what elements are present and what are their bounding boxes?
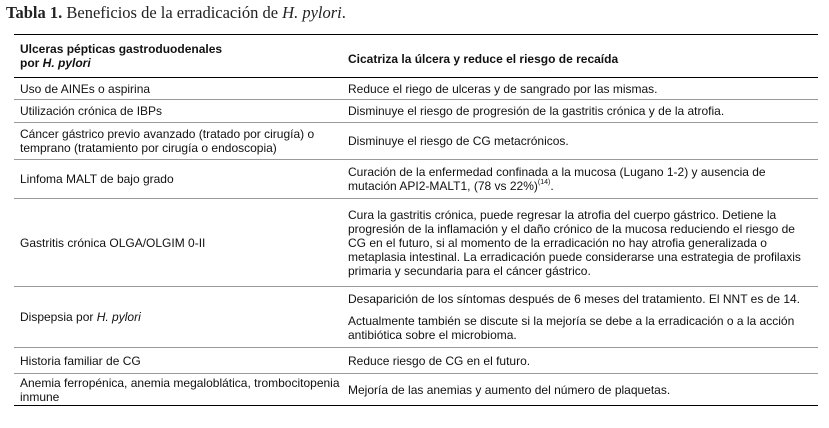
benefit-paragraph: Desaparición de los síntomas después de 6 meses del tratamiento. El NNT es de 14.	[348, 292, 801, 306]
benefit-paragraph: Actualmente también se discute si la mejoría se debe a la erradicación o a la acción antibiótica sobre el microbioma.	[348, 314, 795, 342]
row-condition: Utilización crónica de IBPs	[20, 104, 163, 118]
row-benefit: Cura la gastritis crónica, puede regresar la atrofia del cuerpo gástrico. Detiene la progresión de la inflamación y el daño crónico de la mucosa reduciendo el riesgo de CG en el futuro, si al momento de la erradicación no hay atrofia generalizada o metaplasia intestinal. La erradicación puede considerarse una estrategia de profilaxis primaria y secundaria para el cáncer gástrico.	[348, 207, 801, 278]
row-condition: Linfoma MALT de bajo grado	[20, 172, 174, 186]
table-row	[14, 159, 818, 198]
reference-marker: (14)	[537, 179, 551, 186]
row-benefit: Curación de la enfermedad confinada a la mucosa (Lugano 1-2) y ausencia de mutación API2-MALT1, (78 vs 22%)$^{(14)}$.	[348, 165, 766, 193]
row-benefit	[346, 287, 818, 347]
row-benefit: Disminuye el riesgo de CG metacrónicos.	[348, 134, 569, 148]
row-condition: Historia familiar de CG	[20, 353, 141, 368]
caption-italic: H. pylori	[282, 3, 342, 22]
table-row	[14, 198, 818, 286]
table-caption	[6, 3, 346, 23]
table-bottom-rule	[14, 405, 818, 406]
table-header-row	[14, 35, 818, 77]
table-row	[14, 286, 818, 347]
header-col1-line2: por H. pylori	[20, 56, 91, 70]
table-row	[14, 373, 818, 405]
row-benefit: Reduce el riego de ulceras y de sangrado por las mismas.	[348, 81, 658, 96]
table-row	[14, 347, 818, 373]
table-row	[14, 122, 818, 159]
caption-end: .	[341, 3, 346, 22]
caption-text: Beneficios de la erradicación de	[62, 3, 283, 22]
header-col2: Cicatriza la úlcera y reduce el riesgo de recaída	[348, 52, 619, 66]
benefits-table	[14, 34, 818, 406]
caption-label: Tabla 1.	[6, 3, 63, 22]
row-condition: Anemia ferropénica, anemia megaloblática, trombocitopenia inmune	[20, 375, 340, 404]
table-row	[14, 78, 818, 99]
header-col1-line1: Ulceras pépticas gastroduodenales	[20, 42, 223, 56]
table-row	[14, 99, 818, 122]
row-benefit: Disminuye el riesgo de progresión de la gastritis crónica y de la atrofia.	[348, 104, 725, 118]
row-condition: Cáncer gástrico previo avanzado (tratado por cirugía) o temprano (tratamiento por cirugía o endoscopia)	[20, 127, 315, 155]
row-condition: Uso de AINEs o aspirina	[20, 81, 151, 96]
header-col1	[14, 35, 346, 77]
row-condition: Dispepsia por H. pylori	[20, 310, 141, 324]
row-benefit: Reduce riesgo de CG en el futuro.	[348, 353, 531, 368]
row-benefit: Mejoría de las anemias y aumento del número de plaquetas.	[348, 382, 671, 397]
row-condition: Gastritis crónica OLGA/OLGIM 0-II	[20, 235, 206, 250]
